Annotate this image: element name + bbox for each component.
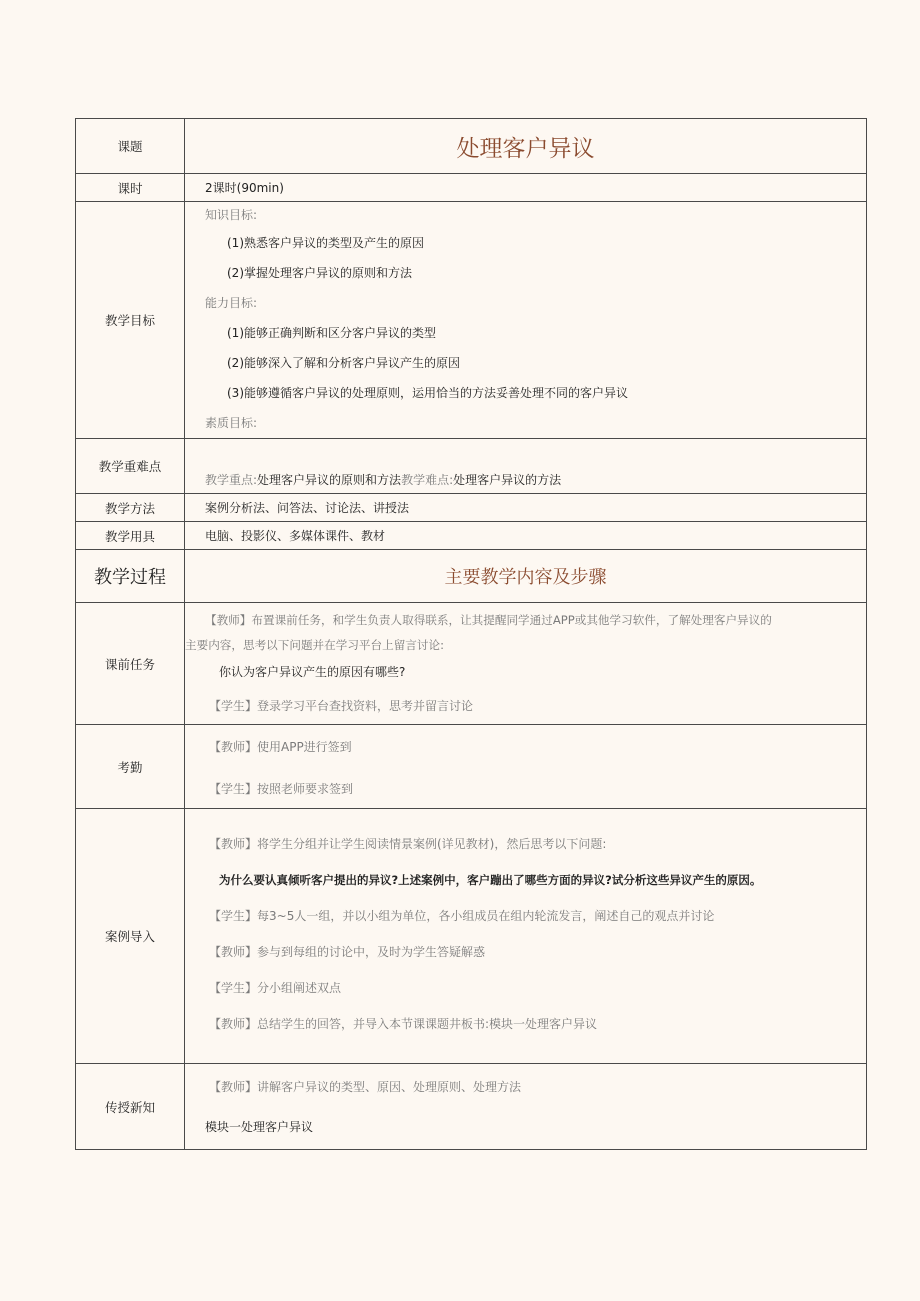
attendance-teacher: 【教师】使用APP进行签到 bbox=[209, 740, 352, 754]
tools-value: 电脑、投影仪、多媒体课件、教材 bbox=[185, 522, 867, 550]
case-intro-label: 案例导入 bbox=[76, 809, 185, 1064]
key-prefix: 教学重点: bbox=[205, 473, 258, 487]
attendance-label: 考勤 bbox=[76, 725, 185, 809]
hours-label: 课时 bbox=[76, 174, 185, 202]
new-knowledge-label: 传授新知 bbox=[76, 1064, 185, 1150]
row-new-knowledge bbox=[76, 1064, 867, 1150]
knowledge-title: 知识目标: bbox=[205, 208, 258, 222]
tools-label: 教学用具 bbox=[76, 522, 185, 550]
ability-item-3: (3)能够遵循客户异议的处理原则，运用恰当的方法妥善处理不同的客户异议 bbox=[227, 386, 629, 400]
key-text: 处理客户异议的原则和方法 bbox=[257, 473, 402, 487]
topic-title: 处理客户异议 bbox=[185, 119, 867, 174]
case-teacher-2: 【教师】参与到每组的讨论中，及时为学生答疑解惑 bbox=[209, 945, 486, 959]
row-process-header bbox=[76, 550, 867, 603]
ability-item-2: (2)能够深入了解和分析客户异议产生的原因 bbox=[227, 356, 460, 370]
case-teacher-1: 【教师】将学生分组并让学生阅读情景案例(详见教材)，然后思考以下问题: bbox=[209, 837, 607, 851]
row-goals bbox=[76, 202, 867, 439]
process-label: 教学过程 bbox=[76, 550, 185, 603]
new-knowledge-module: 模块一处理客户异议 bbox=[205, 1120, 314, 1134]
row-topic bbox=[76, 119, 867, 174]
preclass-content bbox=[185, 603, 867, 725]
row-case-intro bbox=[76, 809, 867, 1064]
row-preclass bbox=[76, 603, 867, 725]
row-methods bbox=[76, 494, 867, 522]
new-knowledge-content bbox=[185, 1064, 867, 1150]
case-intro-content bbox=[185, 809, 867, 1064]
lesson-plan-table bbox=[75, 118, 867, 1150]
methods-label: 教学方法 bbox=[76, 494, 185, 522]
hours-value: 2课时(90min) bbox=[185, 174, 867, 202]
methods-value: 案例分析法、问答法、讨论法、讲授法 bbox=[185, 494, 867, 522]
case-teacher-3: 【教师】总结学生的回答，并导入本节课课题井板书:模块一处理客户异议 bbox=[209, 1017, 598, 1031]
new-knowledge-teacher: 【教师】讲解客户异议的类型、原因、处理原则、处理方法 bbox=[209, 1080, 522, 1094]
preclass-student: 【学生】登录学习平台查找资料，思考并留言讨论 bbox=[209, 699, 474, 713]
key-points-label: 教学重难点 bbox=[76, 439, 185, 494]
topic-label: 课题 bbox=[76, 119, 185, 174]
goals-label: 教学目标 bbox=[76, 202, 185, 439]
knowledge-item-1: (1)熟悉客户异议的类型及产生的原因 bbox=[227, 236, 424, 250]
difficulty-text: 处理客户异议的方法 bbox=[453, 473, 562, 487]
case-question: 为什么要认真倾听客户提出的异议?上述案例中，客户蹦出了哪些方面的异议?试分析这些异议产生的原因。 bbox=[219, 873, 762, 887]
case-student-1: 【学生】每3~5人一组，并以小组为单位，各小组成员在组内轮流发言，阐述自己的观点并讨论 bbox=[209, 909, 715, 923]
key-points-line bbox=[205, 467, 866, 493]
goals-content bbox=[185, 202, 867, 439]
attendance-content bbox=[185, 725, 867, 809]
ability-item-1: (1)能够正确判断和区分客户异议的类型 bbox=[227, 326, 436, 340]
preclass-label: 课前任务 bbox=[76, 603, 185, 725]
row-attendance bbox=[76, 725, 867, 809]
preclass-teacher-2: 主要内容，思考以下问题并在学习平台上留言讨论: bbox=[185, 638, 444, 652]
preclass-question: 你认为客户异议产生的原因有哪些? bbox=[219, 665, 406, 679]
difficulty-prefix: 教学难点: bbox=[401, 473, 454, 487]
row-key-points bbox=[76, 439, 867, 494]
knowledge-item-2: (2)掌握处理客户异议的原则和方法 bbox=[227, 266, 412, 280]
attendance-student: 【学生】按照老师要求签到 bbox=[209, 782, 354, 796]
process-heading: 主要教学内容及步骤 bbox=[185, 550, 867, 603]
quality-title: 素质目标: bbox=[205, 416, 258, 430]
preclass-teacher-1: 【教师】布置课前任务，和学生负责人取得联系，让其提醒同学通过APP或其他学习软件，了解处理客户异议的 bbox=[205, 613, 772, 627]
row-tools bbox=[76, 522, 867, 550]
case-student-2: 【学生】分小组阐述双点 bbox=[209, 981, 342, 995]
row-hours bbox=[76, 174, 867, 202]
key-points-content bbox=[185, 439, 867, 494]
ability-title: 能力目标: bbox=[205, 296, 258, 310]
